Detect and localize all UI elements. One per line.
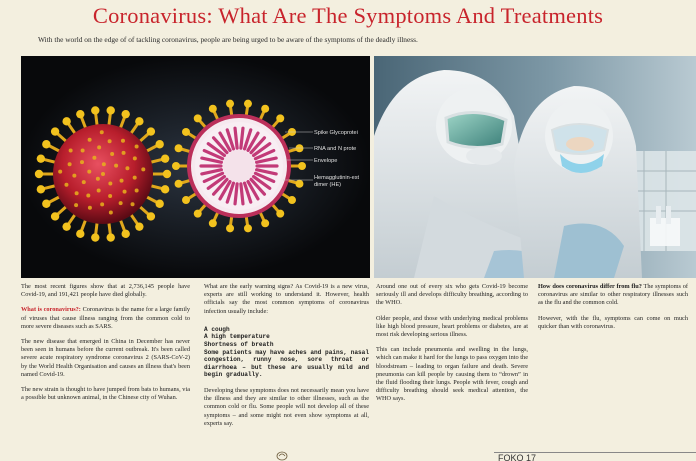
publication-logo-icon bbox=[275, 450, 289, 461]
paragraph: This can include pneumonia and swelling in the lungs, which can make it hard for the lungs to pass oxygen into the bloodstream – leading to organ failure and death. Severe pneumonia can kill people by causing them to “drown” in the fluid flooding their lungs. People with fever, cough and difficulty breathing should seek medical attention, the WHO says. bbox=[376, 346, 528, 403]
symptom-item: Shortness of breath bbox=[204, 341, 274, 348]
paragraph bbox=[21, 306, 190, 331]
page-folio: FOKO 17 bbox=[494, 452, 696, 461]
paragraph: The new disease that emerged in China in December has never been seen in humans before the current outbreak. It's been called severe acute respiratory syndrome coronavirus 2 (SARS-CoV-2) by the World Health Organisation and causes an illness that's been named Covid-19. bbox=[21, 338, 190, 378]
paragraph: The new strain is thought to have jumped from bats to humans, via a possible but unknown animal, in the Chinese city of Wuhan. bbox=[21, 386, 190, 402]
page-title: Coronavirus: What Are The Symptoms And Treatments bbox=[92, 3, 604, 28]
column-3 bbox=[376, 283, 528, 411]
paragraph-text: Coronavirus is the name for a large family of viruses that cause illness ranging from the common cold to more severe diseases such as SARS. bbox=[21, 306, 190, 330]
label-envelope: Envelope bbox=[314, 158, 338, 164]
subhead-flu-difference: How does coronavirus differ from flu? bbox=[538, 283, 642, 290]
paragraph: The most recent figures show that at 2,736,145 people have Covid-19, and 191,421 people have died globally. bbox=[21, 283, 190, 299]
paragraph: However, with the flu, symptoms can come on much quicker than with coronavirus. bbox=[538, 314, 688, 330]
paragraph: Developing these symptoms does not necessarily mean you have the illness and they are similar to other illnesses, such as the common cold or flu. Some people will not develop all of these symptoms – and some might not even show symptoms at all, experts say. bbox=[204, 386, 369, 427]
standfirst: With the world on the edge of of tackling coronavirus, people are being urged to be aware of the symptoms of the deadly illness. bbox=[38, 35, 418, 44]
paragraph: Around one out of every six who gets Covid-19 become seriously ill and develops difficulty breathing, according to the WHO. bbox=[376, 283, 528, 307]
column-1 bbox=[21, 283, 190, 409]
paragraph: What are the early warning signs? As Covid-19 is a new virus, experts are still working to understand it. However, health officials say the most common symptoms of coronavirus infection usually include: bbox=[204, 283, 369, 315]
subhead-what-is-coronavirus: What is coronavirus?: bbox=[21, 306, 81, 314]
symptom-item: A cough bbox=[204, 325, 230, 333]
column-2 bbox=[204, 283, 369, 435]
column-4 bbox=[538, 283, 688, 338]
paragraph-text: The symptoms of coronavirus are similar to other respiratory illnesses such as the flu and the common cold. bbox=[538, 283, 688, 307]
virus-illustration bbox=[21, 56, 370, 278]
symptom-item: A high temperature bbox=[204, 333, 270, 341]
label-hemagglutinin: Hemagglutinin-est bbox=[314, 175, 360, 181]
paragraph bbox=[538, 283, 688, 308]
label-rna: RNA and N prote bbox=[314, 146, 357, 152]
lab-photo bbox=[374, 56, 696, 278]
symptom-list bbox=[204, 326, 369, 379]
label-spike: Spike Glycoprotei bbox=[314, 130, 358, 136]
symptom-item: Some patients may have aches and pains, nasal congestion, runny nose, sore throat or diarrhoea – but these are usually mild and begin gradually. bbox=[204, 348, 369, 379]
label-dimer: dimer (HE) bbox=[314, 182, 342, 188]
paragraph: Older people, and those with underlying medical problems like high blood pressure, heart problems or diabetes, are at most risk developing serious illness. bbox=[376, 314, 528, 339]
